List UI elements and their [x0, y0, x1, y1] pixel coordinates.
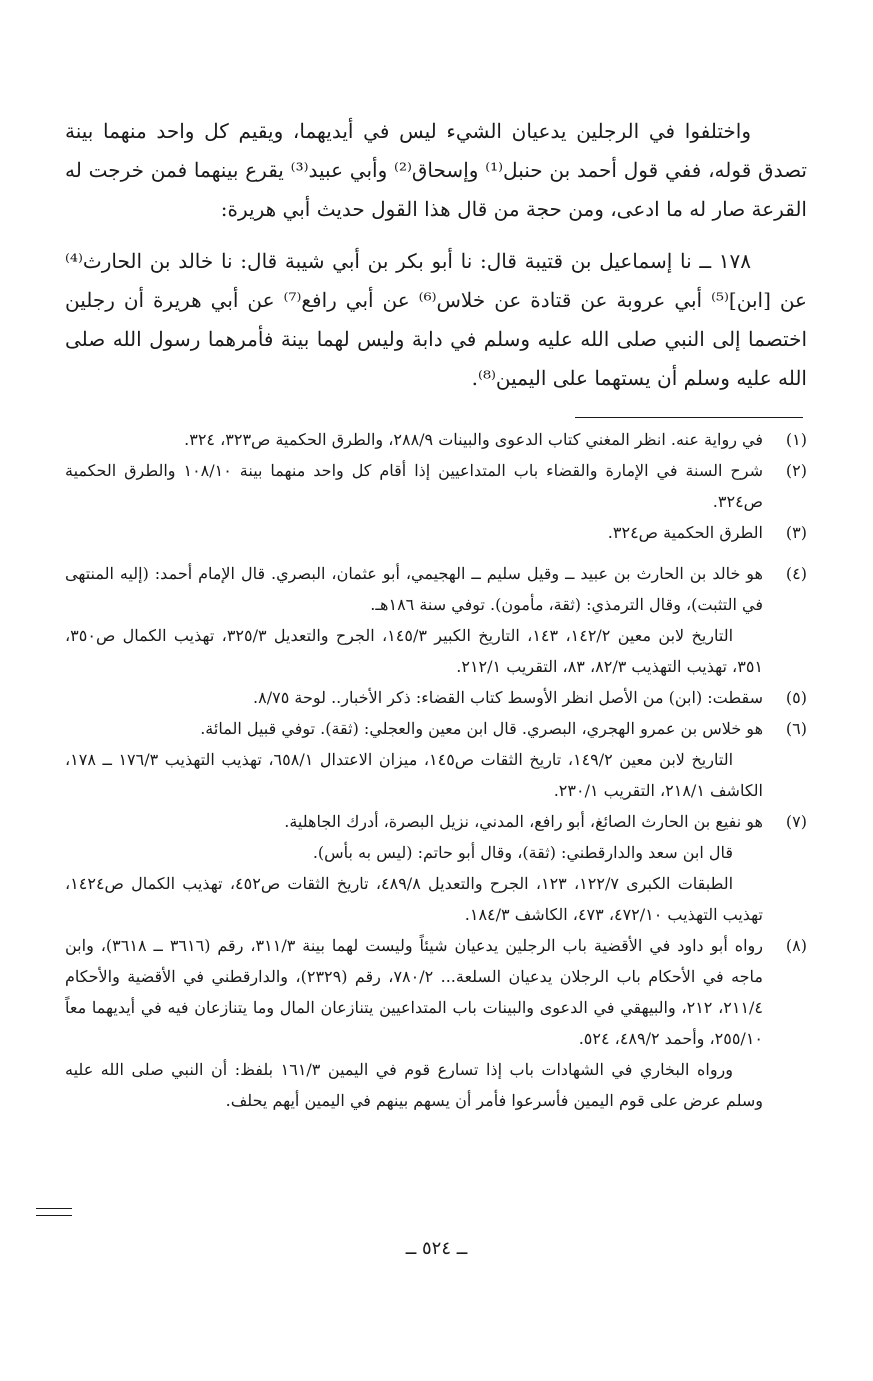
footnotes — [65, 424, 807, 1116]
footnote-4 — [65, 558, 807, 682]
footnote-text: رواه أبو داود في الأقضية باب الرجلين يدعيان شيئاً وليست لهما بينة ٣١١/٣، رقم (٣٦١٦ ــ ٣٦١٨)، وابن ماجه في الأحكام باب الرجلان يدعيان السلعة... ٧٨٠/٢، رقم (٢٣٢٩)، والدارقطني في الأقضية والأحكام ٢١١/٤، ٢١٢، والبيهقي في الدعوى والبينات باب المتداعيين يتنازعان المال وما يتنازعان فيه في أيديهما معاً ٢٥٥/١٠، وأحمد ٤٨٩/٢، ٥٢٤. — [65, 936, 764, 1048]
footnote-5 — [65, 682, 807, 713]
footnote-separator — [575, 417, 803, 418]
footnote-number: (٦) — [785, 719, 807, 738]
footnote-7 — [65, 806, 807, 930]
footnote-sources: الطبقات الكبرى ١٢٢/٧، ١٢٣، الجرح والتعديل ٤٨٩/٨، تاريخ الثقات ص٤٥٢، تهذيب الكمال ص١٤٢٤، تهذيب التهذيب ٤٧٢/١٠، ٤٧٣، الكاشف ١٨٤/٣. — [65, 874, 763, 924]
end-of-notes-mark — [36, 1208, 72, 1216]
footnote-6 — [65, 713, 807, 806]
footnote-number: (٤) — [785, 564, 807, 583]
footnote-text: هو خالد بن الحارث بن عبيد ــ وقيل سليم ــ الهجيمي، أبو عثمان، البصري. قال الإمام أحمد: (إليه المنتهى في التثبت)، وقال الترمذي: (ثقة، مأمون). توفي سنة ١٨٦هـ. — [65, 564, 763, 614]
paragraph-hadith-178: ١٧٨ ــ نا إسماعيل بن قتيبة قال: نا أبو بكر بن أبي شيبة قال: نا خالد بن الحارث⁽⁴⁾ عن [ابن]⁽⁵⁾ أبي عروبة عن قتادة عن خلاس⁽⁶⁾ عن أبي رافع⁽⁷⁾ عن أبي هريرة أن رجلين اختصما إلى النبي صلى الله عليه وسلم في دابة وليس لهما بينة فأمرهما رسول الله صلى الله عليه وسلم أن يستهما على اليمين⁽⁸⁾. — [65, 249, 807, 390]
footnote-number: (٥) — [785, 688, 807, 707]
footnote-text: هو نفيع بن الحارث الصائغ، أبو رافع، المدني، نزيل البصرة، أدرك الجاهلية. — [284, 812, 763, 831]
footnote-sources: التاريخ لابن معين ١٤٢/٢، ١٤٣، التاريخ الكبير ١٤٥/٣، الجرح والتعديل ٣٢٥/٣، تهذيب الكمال ص٣٥٠، ٣٥١، تهذيب التهذيب ٨٢/٣، ٨٣، التقريب ٢١٢/١. — [65, 626, 763, 676]
footnote-text: في رواية عنه. انظر المغني كتاب الدعوى والبينات ٢٨٨/٩، والطرق الحكمية ص٣٢٣، ٣٢٤. — [184, 430, 763, 449]
footnote-2 — [65, 455, 807, 517]
footnote-text: هو خلاس بن عمرو الهجري، البصري. قال ابن معين والعجلي: (ثقة). توفي قبيل المائة. — [200, 719, 763, 738]
footnote-text: قال ابن سعد والدارقطني: (ثقة)، وقال أبو حاتم: (ليس به بأس). — [312, 843, 733, 862]
footnote-1 — [65, 424, 807, 455]
footnote-number: (٣) — [785, 523, 807, 542]
footnote-number: (١) — [785, 430, 807, 449]
footnote-text: الطرق الحكمية ص٣٢٤. — [607, 523, 763, 542]
footnote-number: (٢) — [785, 461, 807, 480]
footnote-text: شرح السنة في الإمارة والقضاء باب المتداعيين إذا أقام كل واحد منهما بينة ١٠٨/١٠ والطرق الحكمية ص٣٢٤. — [65, 461, 763, 511]
page-number: ــ ٥٢٤ ــ — [405, 1238, 468, 1259]
footnote-text: سقطت: (ابن) من الأصل انظر الأوسط كتاب القضاء: ذكر الأخبار.. لوحة ٨/٧٥. — [253, 688, 763, 707]
paragraph-intro: واختلفوا في الرجلين يدعيان الشيء ليس في أيديهما، ويقيم كل واحد منهما بينة تصدق قوله، ففي قول أحمد بن حنبل⁽¹⁾ وإسحاق⁽²⁾ وأبي عبيد⁽³⁾ يقرع بينهما فمن خرجت له القرعة صار له ما ادعى، ومن حجة من قال هذا القول حديث أبي هريرة: — [65, 119, 807, 221]
footnote-8 — [65, 930, 807, 1116]
footnote-text: ورواه البخاري في الشهادات باب إذا تسارع قوم في اليمين ١٦١/٣ بلفظ: أن النبي صلى الله عليه وسلم عرض على قوم اليمين فأسرعوا فأمر أن يسهم بينهم في اليمين أيهم يحلف. — [65, 1060, 763, 1110]
main-text — [65, 112, 807, 398]
footnote-number: (٧) — [785, 812, 807, 831]
footnote-3 — [65, 517, 807, 548]
footnote-sources: التاريخ لابن معين ١٤٩/٢، تاريخ الثقات ص١٤٥، ميزان الاعتدال ٦٥٨/١، تهذيب التهذيب ١٧٦/٣ ــ ١٧٨، الكاشف ٢١٨/١، التقريب ٢٣٠/١. — [65, 750, 763, 800]
footnote-number: (٨) — [785, 936, 807, 955]
